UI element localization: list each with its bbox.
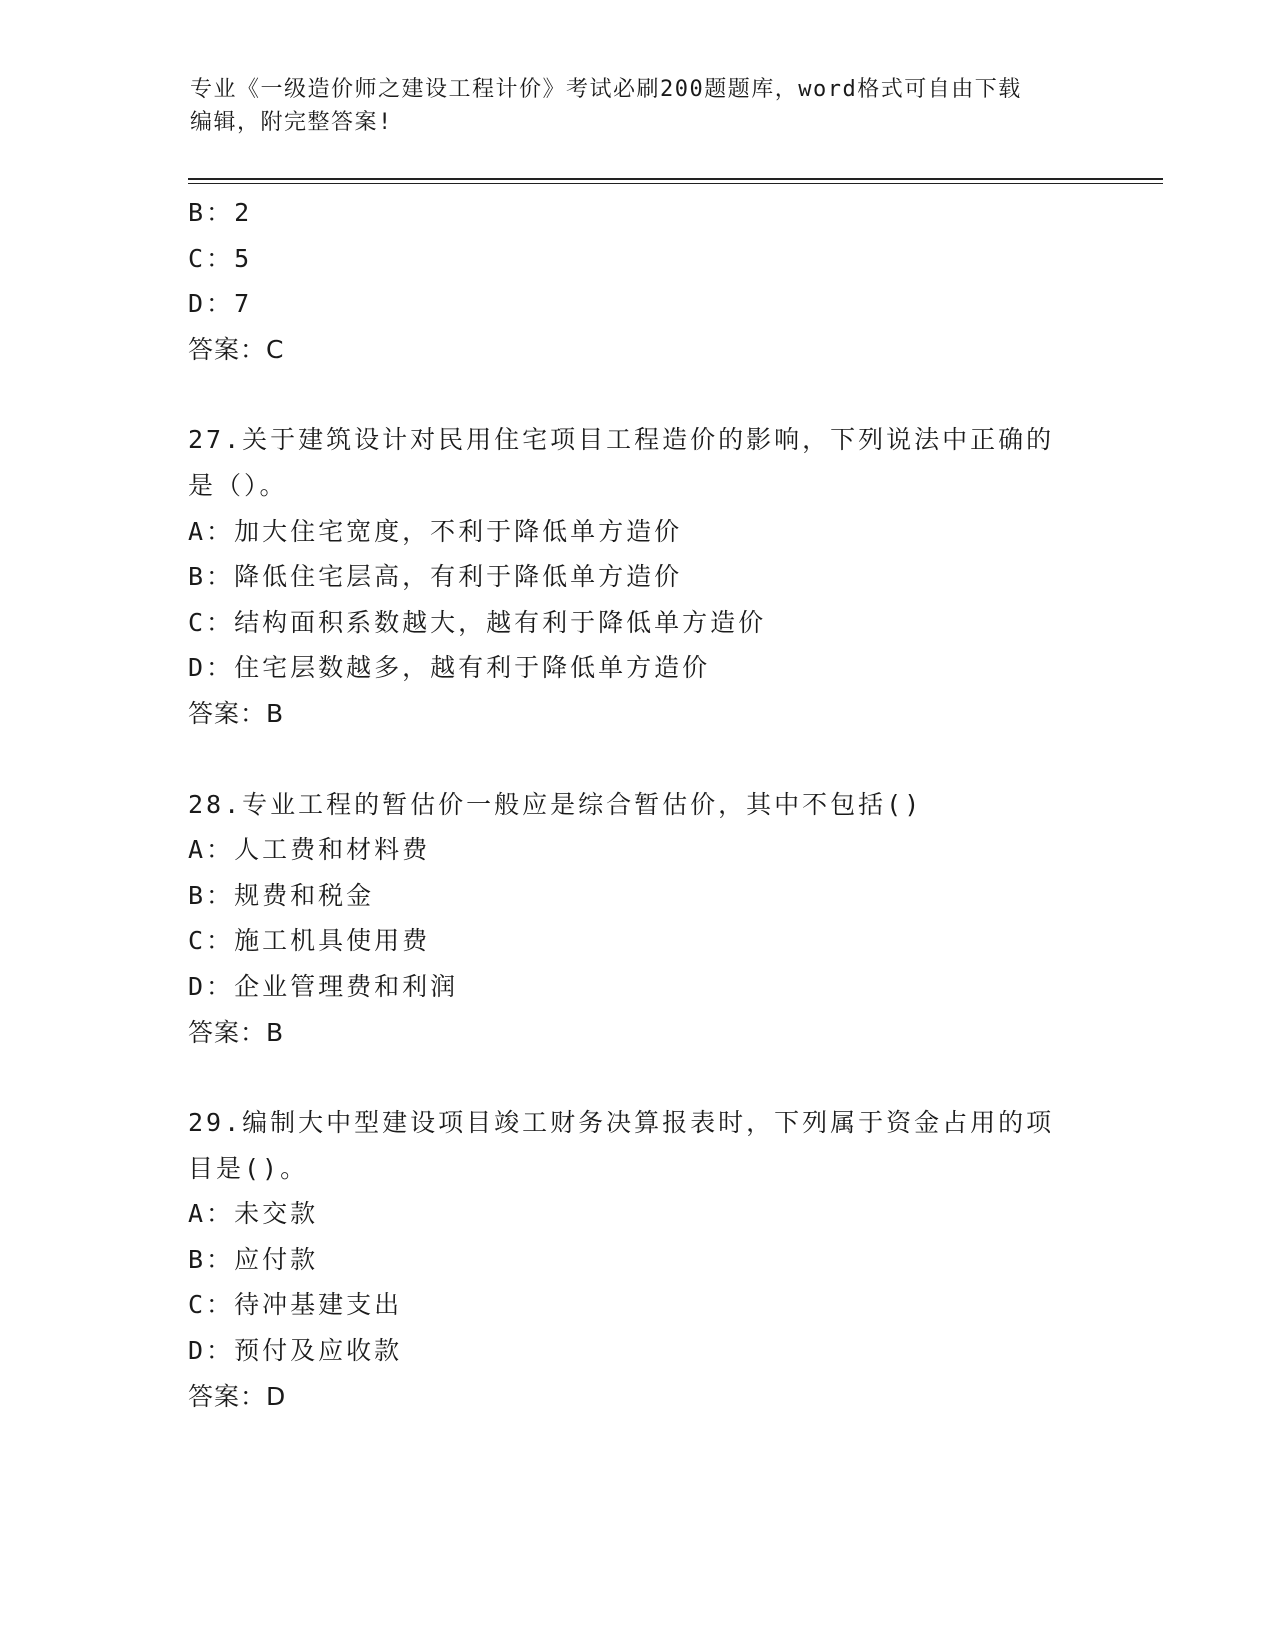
question-stem: 27.关于建筑设计对民用住宅项目工程造价的影响，下列说法中正确的 — [188, 425, 1055, 455]
header-divider — [188, 178, 1163, 184]
option-c: C：待冲基建支出 — [188, 1290, 403, 1320]
option-b: B：降低住宅层高，有利于降低单方造价 — [188, 562, 683, 592]
answer-line: 答案：B — [188, 698, 285, 728]
answer-line: 答案：C — [188, 334, 285, 364]
option-a: A：加大住宅宽度，不利于降低单方造价 — [188, 516, 683, 546]
option-c: C：5 — [188, 243, 253, 273]
answer-line: 答案：D — [188, 1381, 287, 1411]
question-stem-continued: 是（）。 — [188, 470, 288, 500]
option-a: A：人工费和材料费 — [188, 835, 431, 865]
question-26-continued — [188, 190, 1088, 372]
option-b: B：2 — [188, 198, 253, 227]
page-header — [190, 73, 1090, 139]
question-27 — [188, 417, 1088, 736]
question-29 — [188, 1100, 1088, 1419]
header-text-line2: 编辑，附完整答案! — [190, 110, 393, 135]
header-text-line1: 专业《一级造价师之建设工程计价》考试必刷200题题库，word格式可自由下载 — [190, 77, 1022, 102]
question-28 — [188, 782, 1088, 1056]
option-c: C：结构面积系数越大，越有利于降低单方造价 — [188, 607, 767, 637]
option-b: B：应付款 — [188, 1244, 319, 1274]
option-d: D：住宅层数越多，越有利于降低单方造价 — [188, 653, 711, 683]
option-d: D：预付及应收款 — [188, 1336, 403, 1366]
answer-line: 答案：B — [188, 1017, 285, 1047]
option-b: B：规费和税金 — [188, 880, 375, 910]
option-d: D：7 — [188, 289, 253, 319]
question-stem-continued: 目是()。 — [188, 1153, 309, 1183]
option-d: D：企业管理费和利润 — [188, 971, 459, 1001]
question-stem: 28.专业工程的暂估价一般应是综合暂估价，其中不包括() — [188, 789, 923, 819]
question-stem: 29.编制大中型建设项目竣工财务决算报表时，下列属于资金占用的项 — [188, 1108, 1055, 1138]
document-body — [188, 190, 1088, 1419]
option-c: C：施工机具使用费 — [188, 926, 431, 956]
option-a: A：未交款 — [188, 1199, 319, 1229]
